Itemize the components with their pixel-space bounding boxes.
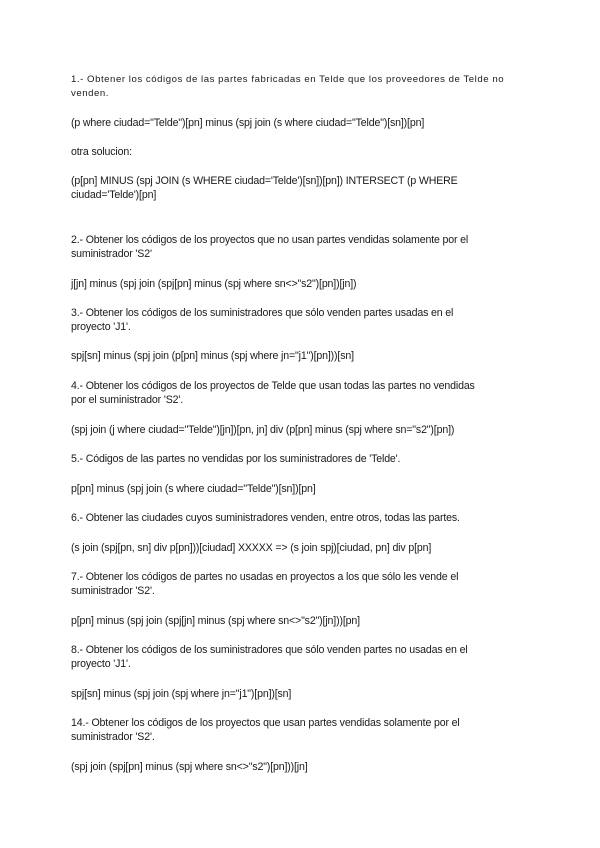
exercise-2-statement-line-1: 2.- Obtener los códigos de los proyectos que no usan partes vendidas solamente por el <box>71 234 469 246</box>
exercise-1-statement-line-1: 1.- Obtener los códigos de las partes fabricadas en Telde que los proveedores de Telde no <box>71 74 505 85</box>
exercise-7-solution: p[pn] minus (spj join (spj[jn] minus (spj where sn<>"s2")[jn]))[pn] <box>71 615 360 627</box>
exercise-4-solution: (spj join (j where ciudad="Telde")[jn])[pn, jn] div (p[pn] minus (spj where sn="s2")[pn]) <box>71 424 455 436</box>
alternative-solution-label: otra solucion: <box>71 146 132 158</box>
exercise-7-statement-line-1: 7.- Obtener los códigos de partes no usadas en proyectos a los que sólo les vende el <box>71 571 459 583</box>
exercise-14-solution: (spj join (spj[pn] minus (spj where sn<>"s2")[pn]))[jn] <box>71 761 308 773</box>
alternative-solution-line-1: (p[pn] MINUS (spj JOIN (s WHERE ciudad='Telde')[sn])[pn]) INTERSECT (p WHERE <box>71 175 458 187</box>
exercise-8-statement-line-1: 8.- Obtener los códigos de los suministradores que sólo venden partes no usadas en el <box>71 644 468 656</box>
exercise-8-statement-line-2: proyecto 'J1'. <box>71 658 131 670</box>
exercise-1-solution: (p where ciudad="Telde")[pn] minus (spj join (s where ciudad="Telde")[sn])[pn] <box>71 117 425 129</box>
exercise-4-statement-line-1: 4.- Obtener los códigos de los proyectos de Telde que usan todas las partes no vendidas <box>71 380 475 392</box>
exercise-2-statement-line-2: suministrador 'S2' <box>71 248 152 260</box>
exercise-6-statement: 6.- Obtener las ciudades cuyos suministradores venden, entre otros, todas las partes. <box>71 512 460 524</box>
exercise-3-solution: spj[sn] minus (spj join (p[pn] minus (spj where jn="j1")[pn]))[sn] <box>71 350 354 362</box>
exercise-5-statement: 5.- Códigos de las partes no vendidas por los suministradores de 'Telde'. <box>71 453 401 465</box>
exercise-14-statement-line-1: 14.- Obtener los códigos de los proyectos que usan partes vendidas solamente por el <box>71 717 460 729</box>
exercise-7-statement-line-2: suministrador 'S2'. <box>71 585 155 597</box>
exercise-3-statement-line-1: 3.- Obtener los códigos de los suministradores que sólo venden partes usadas en el <box>71 307 454 319</box>
exercise-3-statement-line-2: proyecto 'J1'. <box>71 321 131 333</box>
exercise-4-statement-line-2: por el suministrador 'S2'. <box>71 394 184 406</box>
exercise-14-statement-line-2: suministrador 'S2'. <box>71 731 155 743</box>
exercise-8-solution: spj[sn] minus (spj join (spj where jn="j1")[pn])[sn] <box>71 688 292 700</box>
exercise-2-solution: j[jn] minus (spj join (spj[pn] minus (spj where sn<>"s2")[pn])[jn]) <box>71 278 357 290</box>
exercise-1-statement-line-2: venden. <box>71 88 109 99</box>
exercise-5-solution: p[pn] minus (spj join (s where ciudad="Telde")[sn])[pn] <box>71 483 316 495</box>
alternative-solution-line-2: ciudad='Telde')[pn] <box>71 189 157 201</box>
exercise-6-solution: (s join (spj[pn, sn] div p[pn]))[ciudad] XXXXX => (s join spj)[ciudad, pn] div p[pn] <box>71 542 432 554</box>
